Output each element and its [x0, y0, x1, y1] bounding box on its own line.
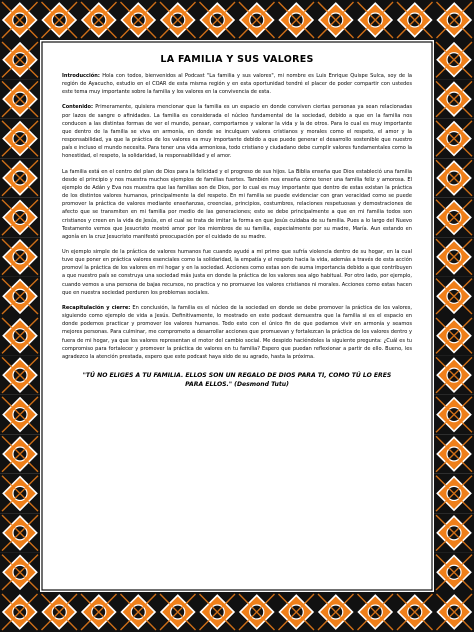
paragraph-familia-plan [62, 168, 412, 241]
knot-tile [158, 0, 198, 40]
knot-tile [0, 513, 40, 552]
knot-tile [434, 316, 474, 355]
knot-tile [434, 198, 474, 237]
section-text: Hola con todos, bienvenidos al Podcast "La familia y sus valores", mi nombre es Luis Enrique Quispe Sulca, soy de la región de Ayacucho, estudio en el COAR de esta misma región y en esta oportunidad tendré el placer de poder compartir con ustedes este tema muy importante sobre la familia y los valores en la convivencia de esta. [62, 73, 412, 96]
section-lead: Recapitulación y cierre: [62, 304, 131, 311]
knot-tile [0, 158, 40, 197]
knot-tile [0, 0, 40, 40]
knot-tile [0, 474, 40, 513]
knot-tile [198, 592, 238, 632]
paragraph-ejemplo [62, 248, 412, 297]
section-text: Un ejemplo simple de la práctica de valores humanos fue cuando ayudé a mi primo que sufría violencia dentro de su hogar, en la cual tuve que poner en práctica valores esenciales como la solidaridad, la empatía y el respeto hacia la vida, además a través de esta acción promoví la práctica de los valores en mi hogar y en la sociedad. Acciones como estas son de suma importancia debido a que contribuyen a que nuestro país se construya una sociedad más justa en donde la práctica de los valores sea algo habitual. Por otro lado, por ejemplo, cuando vemos a una persona de bajas recursos, no practica y no promueve los valores cristianos ni morales. Acciones como estas hacen que en nuestra sociedad perduren los problemas sociales. [62, 248, 412, 296]
knot-tile [158, 592, 198, 632]
document-title: LA FAMILIA Y SUS VALORES [160, 54, 314, 65]
knot-tile [356, 592, 396, 632]
knot-tile [0, 355, 40, 394]
knot-tile [434, 553, 474, 592]
section-text: En conclusión, la familia es el núcleo de la sociedad en donde se debe promover la práctica de los valores, siguiendo como ejemplo de vida a Jesús. Definitivamente, lo mostrado en este podcast demuestra que la familia si es el espacio en donde podemos practicar y promover los valores humanos. Todo esto con el único fin de que podamos vivir en armonía y seamos mejores personas. Para culminar, me comprometo a desarrollar acciones que promuevan y fortalezcan la práctica de los valores dentro y fuera de mi hogar, ya que los valores representan el motor del cambio social. Me despido haciéndoles la siguiente pregunta: ¿Cuál es tu compromiso para fortalecer y promover la práctica de valores en tu familia? Espero que puedan reflexionar a partir de ello. Bueno, les agradezco la atención prestada, espero que este podcast haya sido de su agrado, hasta la próxima. [62, 304, 412, 360]
knot-tile [434, 513, 474, 552]
knot-tile [0, 119, 40, 158]
section-lead: Contenido: [62, 104, 94, 111]
knot-tile [434, 40, 474, 79]
knot-tile [277, 0, 317, 40]
knot-tile [434, 474, 474, 513]
knot-tile [434, 395, 474, 434]
knot-tile [395, 592, 435, 632]
knot-tile [435, 0, 474, 40]
document-body [62, 54, 412, 554]
section-lead: Introducción: [62, 73, 100, 79]
knot-tile [0, 316, 40, 355]
knot-tile [0, 277, 40, 316]
knot-tile [237, 0, 277, 40]
knot-tile [434, 79, 474, 118]
knot-tile [40, 0, 80, 40]
knot-tile [0, 592, 40, 632]
knot-tile [434, 434, 474, 473]
knot-tile [79, 592, 119, 632]
knot-tile [0, 40, 40, 79]
knot-tile [198, 0, 238, 40]
paragraph-contenido [62, 103, 412, 160]
knot-tile [0, 198, 40, 237]
knot-tile [119, 0, 159, 40]
knot-tile [237, 592, 277, 632]
closing-quote: "TÚ NO ELIGES A TU FAMILIA. ELLOS SON UN REGALO DE DIOS PARA TI, COMO TÚ LO ERES PARA ELLOS." (Desmond Tutu) [82, 372, 392, 388]
section-text: La familia está en el centro del plan de Dios para la felicidad y el progreso de sus hijos. La Biblia enseña que Dios estableció una familia desde el principio y nos muestra muchos ejemplos de familias fuertes. También nos enseña cómo tener una familia feliz y amorosa. El ejemplo de Adán y Eva nos muestra que las familias son de Dios, por lo cual es muy importante que dentro de estas existan la práctica de los distintos valores humanos, principalmente la del respeto. En mi familia se puede evidenciar con gran veracidad como se puede promover la práctica de valores mediante enseñanzas, creencias, principios, costumbres, relaciones respetuosas y demostraciones de afecto que se transmiten en mi familia por medio de las generaciones; esto se debe principalmente a que en mi familia todos son cristianos y creen en la vida de Jesús, en el cual se trata de imitar la forma en que Jesús cuidaba de su familia. Pues a lo largo del Nuevo Testamento vemos que Jesucristo mostró amor por los miembros de su familia, especialmente por su madre, María. Aun estando en agonía en la cruz Jesucristo manifestó preocupación por el cuidado de su madre. [62, 168, 412, 240]
knot-tile [79, 0, 119, 40]
paragraph-introduccion [62, 72, 412, 96]
knot-tile [0, 79, 40, 118]
knot-tile [434, 119, 474, 158]
knot-tile [434, 277, 474, 316]
paragraph-recapitulacion [62, 304, 412, 361]
knot-tile [0, 434, 40, 473]
knot-tile [316, 0, 356, 40]
knot-tile [434, 355, 474, 394]
section-text: Primeramente, quisiera mencionar que la familia es un espacio en donde conviven ciertas personas ya sean relacionadas por lazos de sangre o afinidades. La familia es considerada el núcleo fundamental de la sociedad, debido a que en la familia nos conducen a las distintas formas de ver el mundo, pensar, comportarnos y valorar la vida y la de otros. Para lo cual es muy importante que dentro de la familia se viva en armonía, en donde se inculquen valores cristianos y morales como el respeto, el amor y la responsabilidad, ya que la práctica de los valores es muy importante debido a que puede generar el desarrollo sostenible que nuestro país e incluso el mundo necesita. Para tener una vida armoniosa, todo cristiano y ciudadano debe cumplir valores fundamentales como la honestidad, el respeto, la solidaridad, la responsabilidad y el amor. [62, 104, 412, 160]
knot-tile [277, 592, 317, 632]
knot-tile [435, 592, 474, 632]
knot-tile [40, 592, 80, 632]
knot-tile [395, 0, 435, 40]
knot-tile [434, 237, 474, 276]
knot-tile [434, 158, 474, 197]
knot-tile [356, 0, 396, 40]
knot-tile [119, 592, 159, 632]
knot-tile [316, 592, 356, 632]
knot-tile [0, 395, 40, 434]
knot-tile [0, 237, 40, 276]
knot-tile [0, 553, 40, 592]
